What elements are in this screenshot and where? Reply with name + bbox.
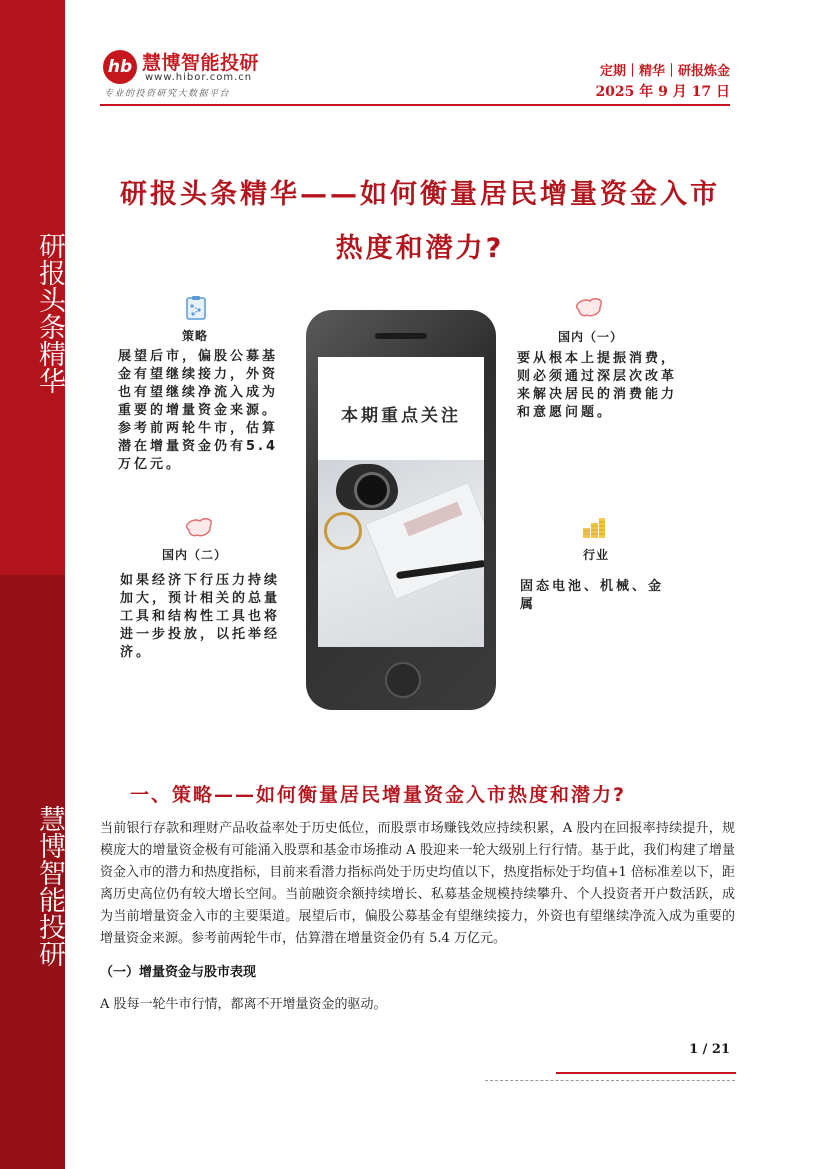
strategy-text: 展望后市，偏股公募基金有望继续接力，外资也有望继续净流入成为重要的增量资金来源。参考前两轮牛市，估算潜在增量资金仍有5.4万亿元。 <box>118 349 279 472</box>
header-tagline: 定期｜精华｜研报炼金 <box>599 64 730 79</box>
footer-dotted-line <box>485 1080 735 1081</box>
phone-speaker <box>375 333 427 339</box>
domestic-2-text: 如果经济下行压力持续加大，预计相关的总量工具和结构性工具也将进一步投放，以托举经济。 <box>120 573 281 660</box>
sidebar-top-text: 研报头条精华 <box>34 232 65 394</box>
coin-stack-icon <box>580 514 606 540</box>
desk-photo <box>318 460 484 647</box>
phone-screen <box>318 357 484 647</box>
page-title-line-2: 热度和潜力? <box>335 233 505 264</box>
strategy-board-icon <box>183 295 209 321</box>
industry-label: 行业 <box>583 548 610 562</box>
section-subheading: （一）增量资金与股市表现 <box>100 965 257 980</box>
section-body: 当前银行存款和理财产品收益率处于历史低位，而股票市场赚钱效应持续积累，A 股内在回报率持续提升，规模庞大的增量资金极有可能涌入股票和基金市场推动 A 股迎来一轮大级别上行行情。基于此，我们构建了增量资金入市的潜力和热度指标，目前来看潜力指标尚处于历史均值以下，热度指标处于均值+1 倍标准差以下，距离历史高位仍有较大增长空间。当前融资余额持续增长、私募基金规模持续攀升、个人投资者开户数活跃，成为当前增量资金入市的主要渠道。展望后市，偏股公募基金有望继续接力，外资也有望继续净流入成为重要的增量资金来源。参考前两轮牛市，估算潜在增量资金仍有 5.4 万亿元。 <box>100 821 735 946</box>
strategy-label: 策略 <box>182 329 209 343</box>
logo-icon: hb <box>103 50 137 84</box>
china-map-icon <box>574 295 604 321</box>
section-title: 一、策略——如何衡量居民增量资金入市热度和潜力? <box>130 784 627 806</box>
phone-screen-title: 本期重点关注 <box>341 406 461 426</box>
domestic-1-text: 要从根本上提振消费，则必须通过深层次改革来解决居民的消费能力和意愿问题。 <box>517 351 678 420</box>
footer-red-line <box>556 1072 736 1074</box>
header-divider <box>100 104 730 106</box>
header-date: 2025 年 9 月 17 日 <box>595 84 730 100</box>
domestic-1-label: 国内（一） <box>558 330 624 344</box>
industry-text: 固态电池、机械、金属 <box>520 579 665 612</box>
logo-slogan: 专业的投资研究大数据平台 <box>104 89 231 99</box>
sidebar-bottom-text: 慧博智能投研 <box>34 805 65 967</box>
gold-ring <box>324 512 362 550</box>
section-body-2: A 股每一轮牛市行情，都离不开增量资金的驱动。 <box>100 997 387 1012</box>
domestic-2-label: 国内（二） <box>162 548 228 562</box>
sidebar <box>0 0 65 1169</box>
page-title-line-1: 研报头条精华——如何衡量居民增量资金入市 <box>120 179 720 210</box>
camera-glass <box>354 472 390 508</box>
phone-home-button <box>385 662 421 698</box>
logo-name: 慧博智能投研 <box>142 52 260 74</box>
china-map-icon-2 <box>184 515 214 541</box>
logo-url: www.hibor.com.cn <box>145 72 253 83</box>
page-number: 1 / 21 <box>689 1042 730 1057</box>
